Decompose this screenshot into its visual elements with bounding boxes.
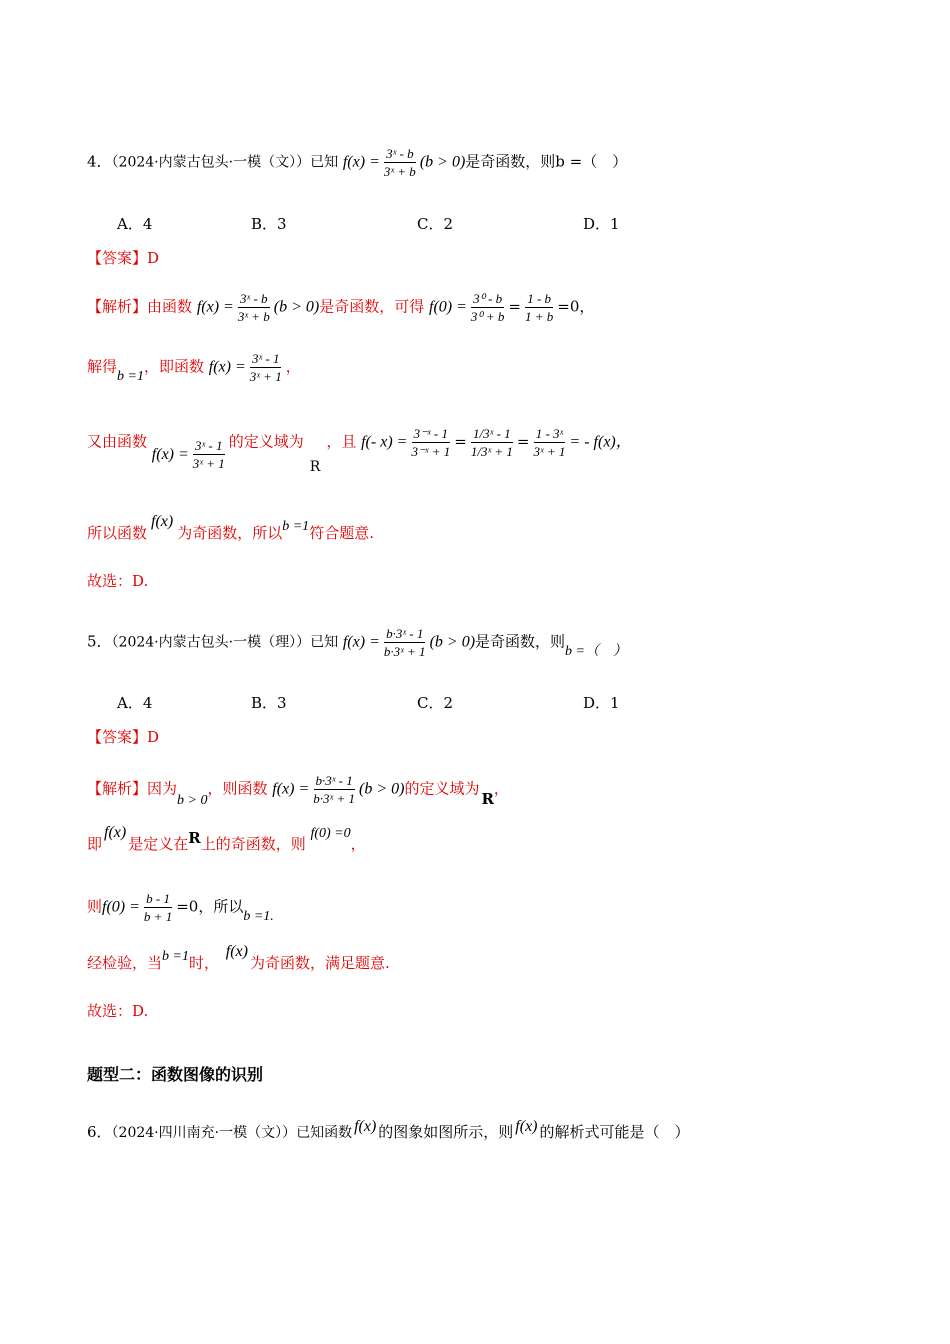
option-b: B．3 [251,215,287,233]
question-6: 6．（2024·四川南充·一模（文））已知函数 f(x) 的图象如图所示，则 f(x) 的解析式可能是（ ） [87,1118,690,1141]
analysis-5-line2: 即f(x)是定义在R上的奇函数，则 f(0) =0， [87,824,366,853]
answer-5: 【答案】D [87,728,160,746]
answer-4: 【答案】D [87,249,160,267]
option-d: D．1 [583,694,620,712]
option-c: C．2 [417,694,454,712]
option-c: C．2 [417,215,454,233]
fraction: $\frac{\text{3ˣ - b}}{\text{3ˣ + b}}$ [383,146,416,179]
option-b: B．3 [251,694,287,712]
question-5: 5．（2024·内蒙古包头·一模（理））已知 f(x) = $\frac{\text{b·3ˣ - 1}}{\text{b·3ˣ + 1}}$ (b > 0)是奇函数，则b =（ ） [87,626,627,659]
analysis-5-line3: 则f(0) = $\frac{b - 1}{b + 1}$ =0，所以b =1. [87,891,274,924]
analysis-4-conclusion: 故选：D. [87,572,149,590]
analysis-5-conclusion: 故选：D. [87,1002,149,1020]
section-heading: 题型二：函数图像的识别 [87,1065,264,1084]
analysis-4-line1: 【解析】由函数 f(x) = $\frac{\text{3ˣ - b}}{\text{3ˣ + b}}$ (b > 0)是奇函数，可得 f(0) = $\frac{\text{3⁰ - b}}{\text{3⁰ + b}}$ = $\frac{1 - b}{1 + b}$ =0， [87,291,595,324]
question-4: 4．（2024·内蒙古包头·一模（文））已知 f(x) = $\frac{\text{3ˣ - b}}{\text{3ˣ + b}}$ (b > 0)是奇函数，则b =（ ） [87,146,628,179]
analysis-5-line4: 经检验，当b =1时， f(x)为奇函数，满足题意. [87,943,390,972]
analysis-4-line3: 又由函数 f(x) = $\frac{\text{3ˣ - 1}}{\text{3ˣ + 1}}$ 的定义域为R，且 f(- x) = $\frac{\text{3⁻ˣ - 1}}{\text{3⁻ˣ + 1}}$ = $\frac{\text{1/3ˣ - 1}}{\text{1/3ˣ + 1}}$ = $\frac{\text{1 - 3ˣ}}{\text{3ˣ + 1}}$ = - f(x)， [87,426,632,475]
option-d: D．1 [583,215,620,233]
option-a: A．4 [117,694,153,712]
option-a: A．4 [117,215,153,233]
analysis-4-line4: 所以函数f(x)为奇函数，所以b =1符合题意. [87,513,374,542]
analysis-4-line2: 解得b =1，即函数 f(x) = $\frac{\text{3ˣ - 1}}{\text{3ˣ + 1}}$ ， [87,351,301,384]
analysis-5-line1: 【解析】因为b > 0，则函数 f(x) = $\frac{\text{b·3ˣ - 1}}{\text{b·3ˣ + 1}}$ (b > 0)的定义域为R， [87,773,509,808]
